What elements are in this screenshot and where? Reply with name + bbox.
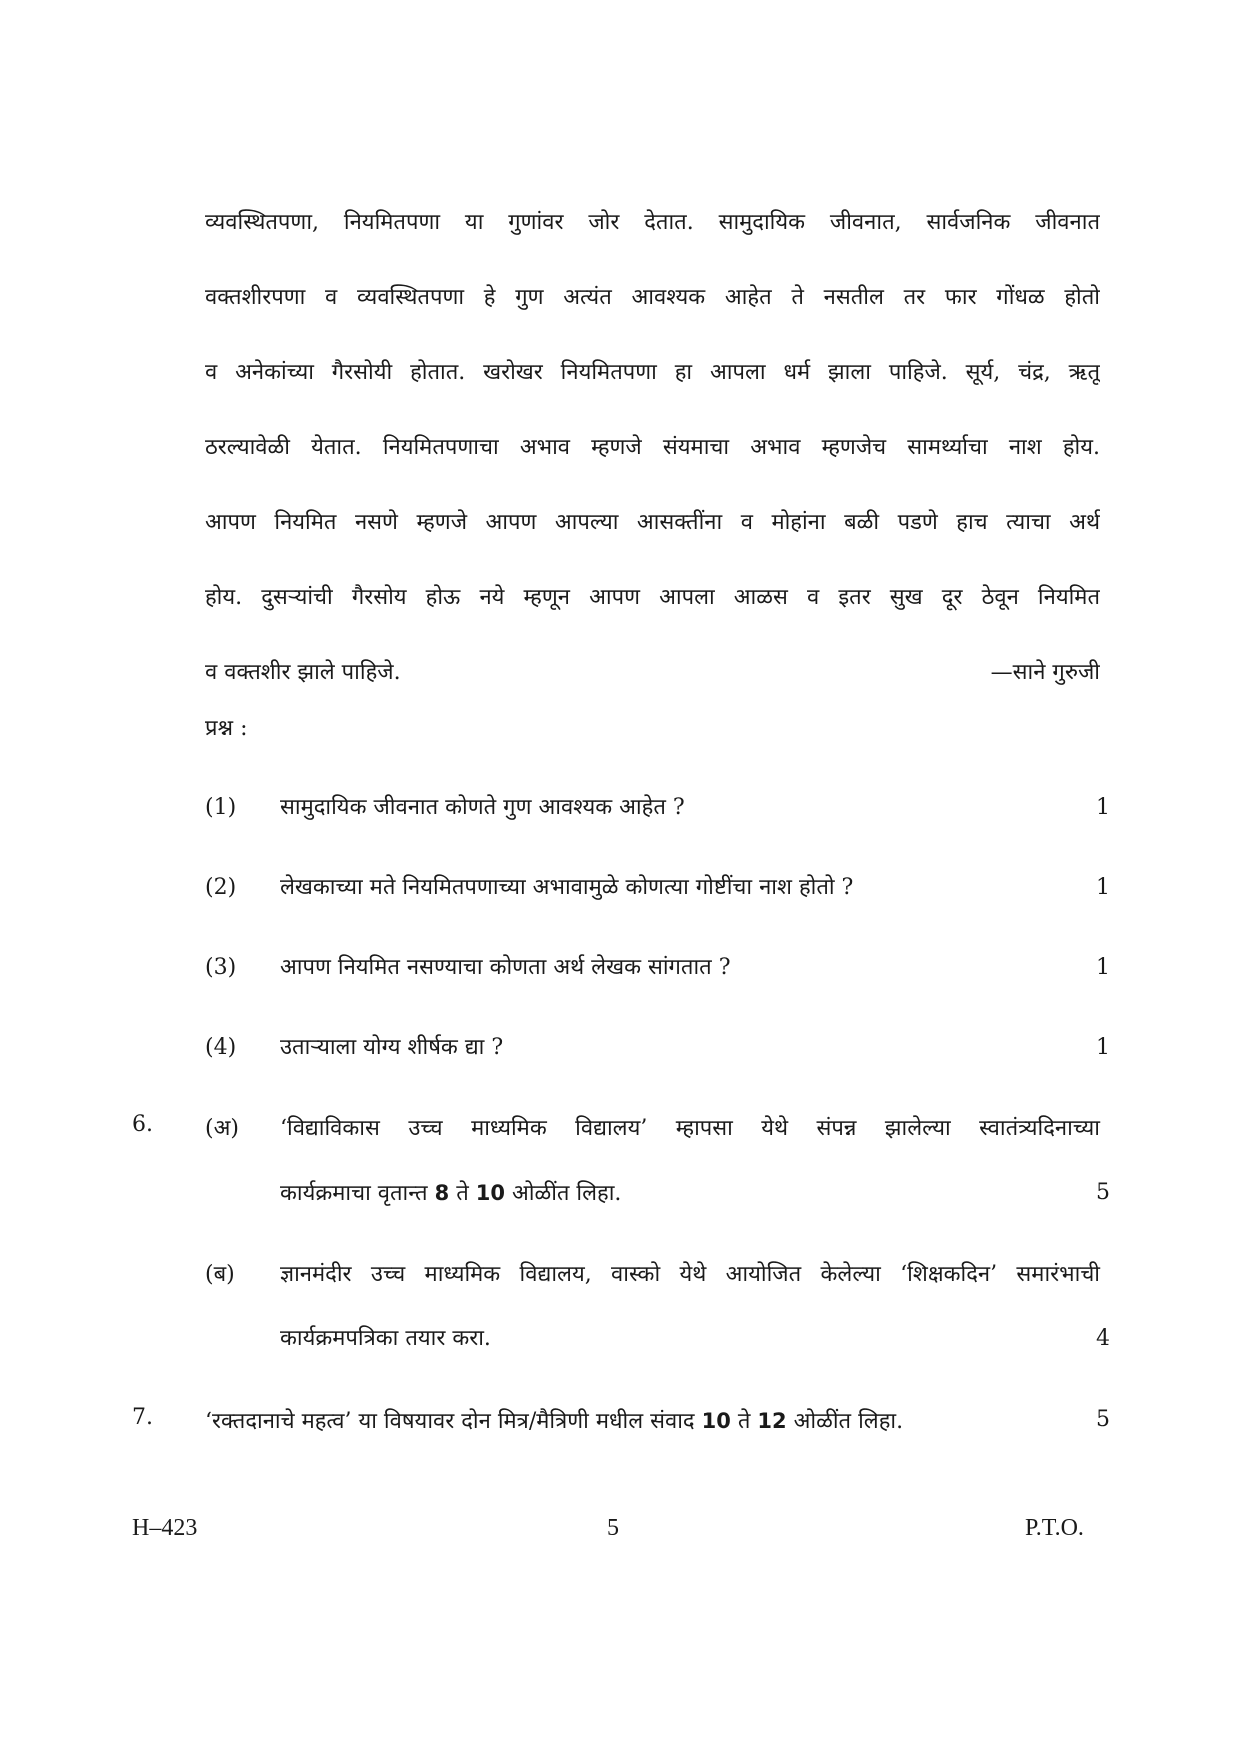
number-bold: 10 xyxy=(475,1181,505,1205)
questions-heading: प्रश्न : xyxy=(205,716,248,741)
question-marks: 1 xyxy=(1096,1035,1110,1060)
number-bold: 10 xyxy=(701,1409,731,1433)
question-6a-label: (अ) xyxy=(205,1116,239,1141)
question-6b-line1: ज्ञानमंदीर उच्च माध्यमिक विद्यालय, वास्को येथे आयोजित केलेल्या ‘शिक्षकदिन’ समारंभाची xyxy=(280,1262,1100,1287)
question-6a-text xyxy=(280,1178,621,1209)
question-6b-label: (ब) xyxy=(205,1262,235,1287)
text-segment: ते xyxy=(456,1181,469,1206)
question-number: (4) xyxy=(205,1035,237,1060)
question-number: (3) xyxy=(205,955,237,980)
passage-line: व अनेकांच्या गैरसोयी होतात. खरोखर नियमितपणा हा आपला धर्म झाला पाहिजे. सूर्य, चंद्र, ऋतू xyxy=(205,360,1100,385)
number-bold: 12 xyxy=(757,1409,787,1433)
passage-line: व वक्तशीर झाले पाहिजे. xyxy=(205,660,401,685)
question-marks: 1 xyxy=(1096,795,1110,820)
pto-label: P.T.O. xyxy=(1025,1515,1084,1541)
question-text: आपण नियमित नसण्याचा कोणता अर्थ लेखक सांगतात ? xyxy=(280,955,731,980)
question-7-text xyxy=(205,1405,903,1435)
text-segment: ते xyxy=(737,1409,751,1434)
text-segment: ‘रक्तदानाचे महत्व’ या विषयावर दोन मित्र/मैत्रिणी मधील संवाद xyxy=(205,1409,695,1434)
passage-author: —साने गुरुजी xyxy=(990,660,1100,685)
page-number: 5 xyxy=(607,1515,619,1541)
text-segment: ओळींत लिहा. xyxy=(793,1409,904,1434)
passage-line: होय. दुसऱ्यांची गैरसोय होऊ नये म्हणून आपण आपला आळस व इतर सुख दूर ठेवून नियमित xyxy=(205,585,1100,610)
question-number: (1) xyxy=(205,795,237,820)
text-segment: कार्यक्रमाचा वृतान्त xyxy=(280,1181,428,1206)
question-7-number: 7. xyxy=(132,1405,153,1430)
paper-code: H–423 xyxy=(132,1515,198,1541)
text-segment: ओळींत लिहा. xyxy=(511,1181,622,1206)
question-text: लेखकाच्या मते नियमितपणाच्या अभावामुळे कोणत्या गोष्टींचा नाश होतो ? xyxy=(280,875,854,900)
passage-line: आपण नियमित नसणे म्हणजे आपण आपल्या आसक्तींना व मोहांना बळी पडणे हाच त्याचा अर्थ xyxy=(205,510,1100,535)
question-6-number: 6. xyxy=(132,1112,153,1137)
passage xyxy=(205,208,1100,733)
question-6b-text: कार्यक्रमपत्रिका तयार करा. xyxy=(280,1326,491,1351)
question-marks: 1 xyxy=(1096,955,1110,980)
passage-line: ठरल्यावेळी येतात. नियमितपणाचा अभाव म्हणजे संयमाचा अभाव म्हणजेच सामर्थ्याचा नाश होय. xyxy=(205,435,1100,460)
question-text: उताऱ्याला योग्य शीर्षक द्या ? xyxy=(280,1035,504,1060)
question-6b-marks: 4 xyxy=(1096,1326,1110,1351)
number-bold: 8 xyxy=(434,1181,450,1205)
question-6a-line1: ‘विद्याविकास उच्च माध्यमिक विद्यालय’ म्हापसा येथे संपन्न झालेल्या स्वातंत्र्यदिनाच्या xyxy=(280,1116,1100,1141)
question-6a-marks: 5 xyxy=(1096,1180,1110,1205)
question-number: (2) xyxy=(205,875,237,900)
question-text: सामुदायिक जीवनात कोणते गुण आवश्यक आहेत ? xyxy=(280,795,685,820)
passage-line: वक्तशीरपणा व व्यवस्थितपणा हे गुण अत्यंत आवश्यक आहेत ते नसतील तर फार गोंधळ होतो xyxy=(205,285,1100,310)
question-7-marks: 5 xyxy=(1096,1407,1110,1432)
passage-last-line xyxy=(205,658,1100,733)
passage-line: व्यवस्थितपणा, नियमितपणा या गुणांवर जोर देतात. सामुदायिक जीवनात, सार्वजनिक जीवनात xyxy=(205,210,1100,235)
question-marks: 1 xyxy=(1096,875,1110,900)
